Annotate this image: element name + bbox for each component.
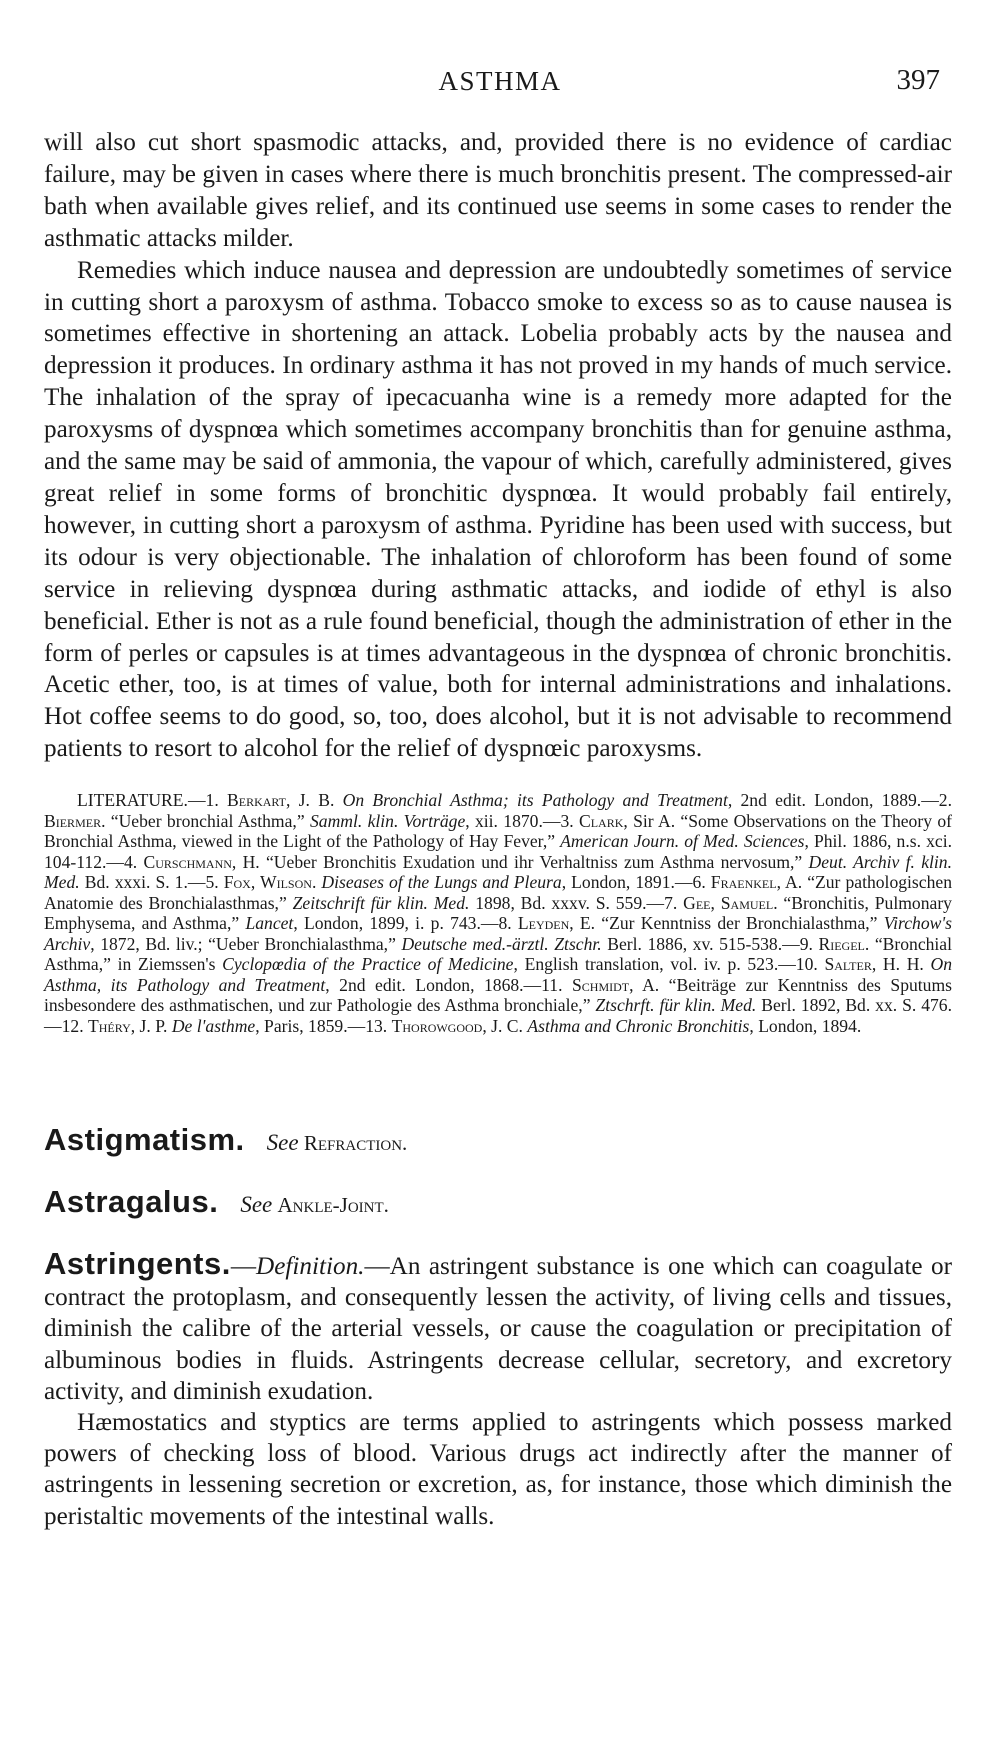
page-number: 397	[896, 64, 940, 96]
citation-title: American Journ. of Med. Sciences	[560, 831, 805, 851]
citation-title: Cyclopœdia of the Practice of Medicine	[222, 954, 514, 974]
citation-text: , Phil. 1886, n.s. xci. 104-112.—4.	[44, 831, 953, 872]
citation-title: Asthma and Chronic Bronchitis	[527, 1015, 750, 1036]
citation-title: On Bronchial Asthma; its Pathology and Treatment	[342, 790, 728, 810]
author-name: Curschmann	[143, 851, 232, 872]
citation-text: , A. “Beiträge zur Kenntniss des Sputums insbesondere des asthmatischen, und zur Pathologie des Asthma bronchiale,”	[44, 974, 953, 1015]
citation-title: Deutsche med.-ärztl. Ztschr.	[401, 933, 602, 954]
citation-text: , H. H.	[871, 954, 931, 974]
citation-text: , English translation, vol. iv. p. 523.—10.	[513, 954, 825, 974]
citation-title: Ztschrft. für klin. Med.	[595, 995, 757, 1015]
running-head: ASTHMA	[438, 66, 562, 96]
citation-title: On Asthma, its Pathology and Treatment	[44, 954, 952, 995]
entry-headword: Astringents.	[44, 1246, 231, 1281]
citation-text: , E. “Zur Kenntniss der Bronchialasthma,”	[569, 913, 884, 933]
entry-headword: Astragalus.	[44, 1184, 219, 1219]
astringents-paragraph: Hæmostatics and styptics are terms applied to astringents which possess marked powers of checking loss of blood. Various drugs act indirectly after the manner of astringents in lessening secretion or excretion, as, for instance, those which diminish the peristaltic movements of the intestinal walls.	[44, 1409, 952, 1530]
astringents-definition-paragraph	[44, 1248, 952, 1407]
citation-title: Deut. Archiv f. klin. Med.	[44, 851, 952, 892]
author-name: Riegel	[818, 933, 865, 954]
body-paragraph: Remedies which induce nausea and depression are undoubtedly sometimes of service in cutting short a paroxysm of asthma. Tobacco smoke to excess so as to cause nausea is sometimes effective in shortening an attack. Lobelia probably acts by the nausea and depression it produces. In ordinary asthma it has not proved in my hands of much service. The inhalation of the spray of ipecacuanha wine is a remedy more adapted for the paroxysms of dyspnœa which sometimes accompany bronchitis than for genuine asthma, and the same may be said of ammonia, the vapour of which, carefully administered, gives great relief in some forms of bronchitic dyspnœa. It would probably fail entirely, however, in cutting short a paroxysm of asthma. Pyridine has been used with success, but its odour is very objectionable. The inhalation of chloroform has been found of some service in relieving dyspnœa during asthmatic attacks, and iodide of ethyl is also beneficial. Ether is not as a rule found beneficial, though the administration of ether in the form of perles or capsules is at times advantageous in the dyspnœa of chronic bronchitis. Acetic ether, too, is at times of value, both for internal administrations and inhalations. Hot coffee seems to do good, so, too, does alcohol, but it is not advisable to recommend patients to resort to alcohol for the relief of dyspnœic paroxysms.	[44, 256, 952, 763]
author-name: Berkart	[227, 790, 287, 810]
citation-text: , London, 1891.—6.	[561, 872, 711, 892]
definition-label: Definition.	[256, 1253, 365, 1280]
citation-text: .	[311, 872, 322, 892]
cross-reference-target: Refraction.	[303, 1131, 408, 1155]
citation-text: , H. “Ueber Bronchitis Exudation und ihr Verhaltniss zum Asthma nervosum,”	[231, 851, 809, 872]
author-name: Biermer	[44, 810, 102, 831]
citation-text: , Paris, 1859.—13.	[255, 1015, 392, 1036]
citation-title: De l'asthme	[171, 1015, 256, 1036]
see-label: See	[240, 1192, 273, 1217]
entry-headword: Astigmatism.	[44, 1122, 245, 1157]
author-name: Fraenkel	[710, 872, 777, 892]
entry-astringents	[44, 1248, 952, 1532]
citation-text: Bd. xxxi. S. 1.—5.	[79, 872, 224, 892]
citation-text: , London, 1899, i. p. 743.—8.	[293, 913, 518, 933]
citation-text: , Sir A. “Some Observations on the Theory of Bronchial Asthma, viewed in the Light of the Pathology of Hay Fever,”	[44, 810, 952, 851]
citation-title: Diseases of the Lungs and Pleura	[321, 872, 562, 892]
citation-title: Samml. klin. Vorträge	[309, 810, 466, 831]
literature-section	[44, 790, 952, 1036]
citation-text: , J. C.	[482, 1015, 528, 1036]
citation-title: Virchow's Archiv	[44, 913, 952, 954]
dash: —	[230, 1253, 257, 1280]
citation-text: , 2nd edit. London, 1889.—2.	[727, 790, 952, 810]
dictionary-entries	[44, 1122, 952, 1532]
citation-text: . “Bronchial Asthma,” in Ziemssen's	[44, 933, 953, 974]
author-name: Clark	[578, 810, 624, 831]
author-name: Thorowgood	[391, 1015, 483, 1036]
cross-reference-target: Ankle-Joint.	[277, 1193, 389, 1217]
citation-text: . “Bronchitis, Pulmonary Emphysema, and Asthma,”	[44, 892, 952, 933]
citation-text: , xii. 1870.—3.	[465, 810, 579, 831]
citation-text: Berl. 1892, Bd. xx. S. 476.—12.	[44, 995, 952, 1036]
literature-label: LITERATURE.	[77, 790, 188, 810]
citation-title: Lancet	[245, 913, 294, 933]
body-paragraph: will also cut short spasmodic attacks, and, provided there is no evidence of cardiac failure, may be given in cases where there is much bronchitis present. The compressed-air bath when available gives relief, and its continued use seems in some cases to render the asthmatic attacks milder.	[44, 129, 952, 252]
citation-text: 1898, Bd. xxxv. S. 559.—7.	[469, 892, 684, 913]
citation-text: , J. B.	[286, 790, 343, 810]
author-name: Gee, Samuel	[683, 892, 774, 913]
author-name: Schmidt	[572, 974, 630, 995]
citation-text: , London, 1894.	[749, 1015, 862, 1036]
entry-astigmatism	[44, 1122, 952, 1184]
asthma-treatment-text	[44, 127, 952, 765]
cross-reference	[240, 1193, 389, 1217]
author-name: Leyden	[517, 913, 570, 933]
citation-text: , J. P.	[130, 1015, 172, 1036]
author-name: Théry	[87, 1015, 131, 1036]
entry-astragalus	[44, 1184, 952, 1248]
author-name: Salter	[824, 954, 872, 974]
citation-title: Zeitschrift für klin. Med.	[292, 892, 470, 913]
citation-text: Berl. 1886, xv. 515-538.—9.	[601, 933, 819, 954]
see-label: See	[266, 1130, 299, 1155]
citation-text: , A. “Zur pathologischen Anatomie des Bronchialasthmas,”	[44, 872, 952, 913]
cross-reference	[267, 1131, 408, 1155]
page-header	[0, 64, 1000, 104]
literature-paragraph	[44, 790, 952, 1036]
citation-text: , 2nd edit. London, 1868.—11.	[325, 974, 573, 995]
definition-text: —An astringent substance is one which can coagulate or contract the protoplasm, and consequently lessen the activity, of living cells and tissues, diminish the calibre of the arterial vessels, or cause the coagulation or precipitation of albuminous bodies in fluids. Astringents decrease cellular, secretory, and excretory activity, and diminish exudation.	[44, 1253, 952, 1405]
citation-text: . “Ueber bronchial Asthma,”	[101, 810, 310, 831]
author-name: Fox, Wilson	[223, 872, 312, 892]
citation-text: , 1872, Bd. liv.; “Ueber Bronchialasthma,”	[90, 933, 402, 954]
citation-text: —1.	[187, 790, 227, 810]
